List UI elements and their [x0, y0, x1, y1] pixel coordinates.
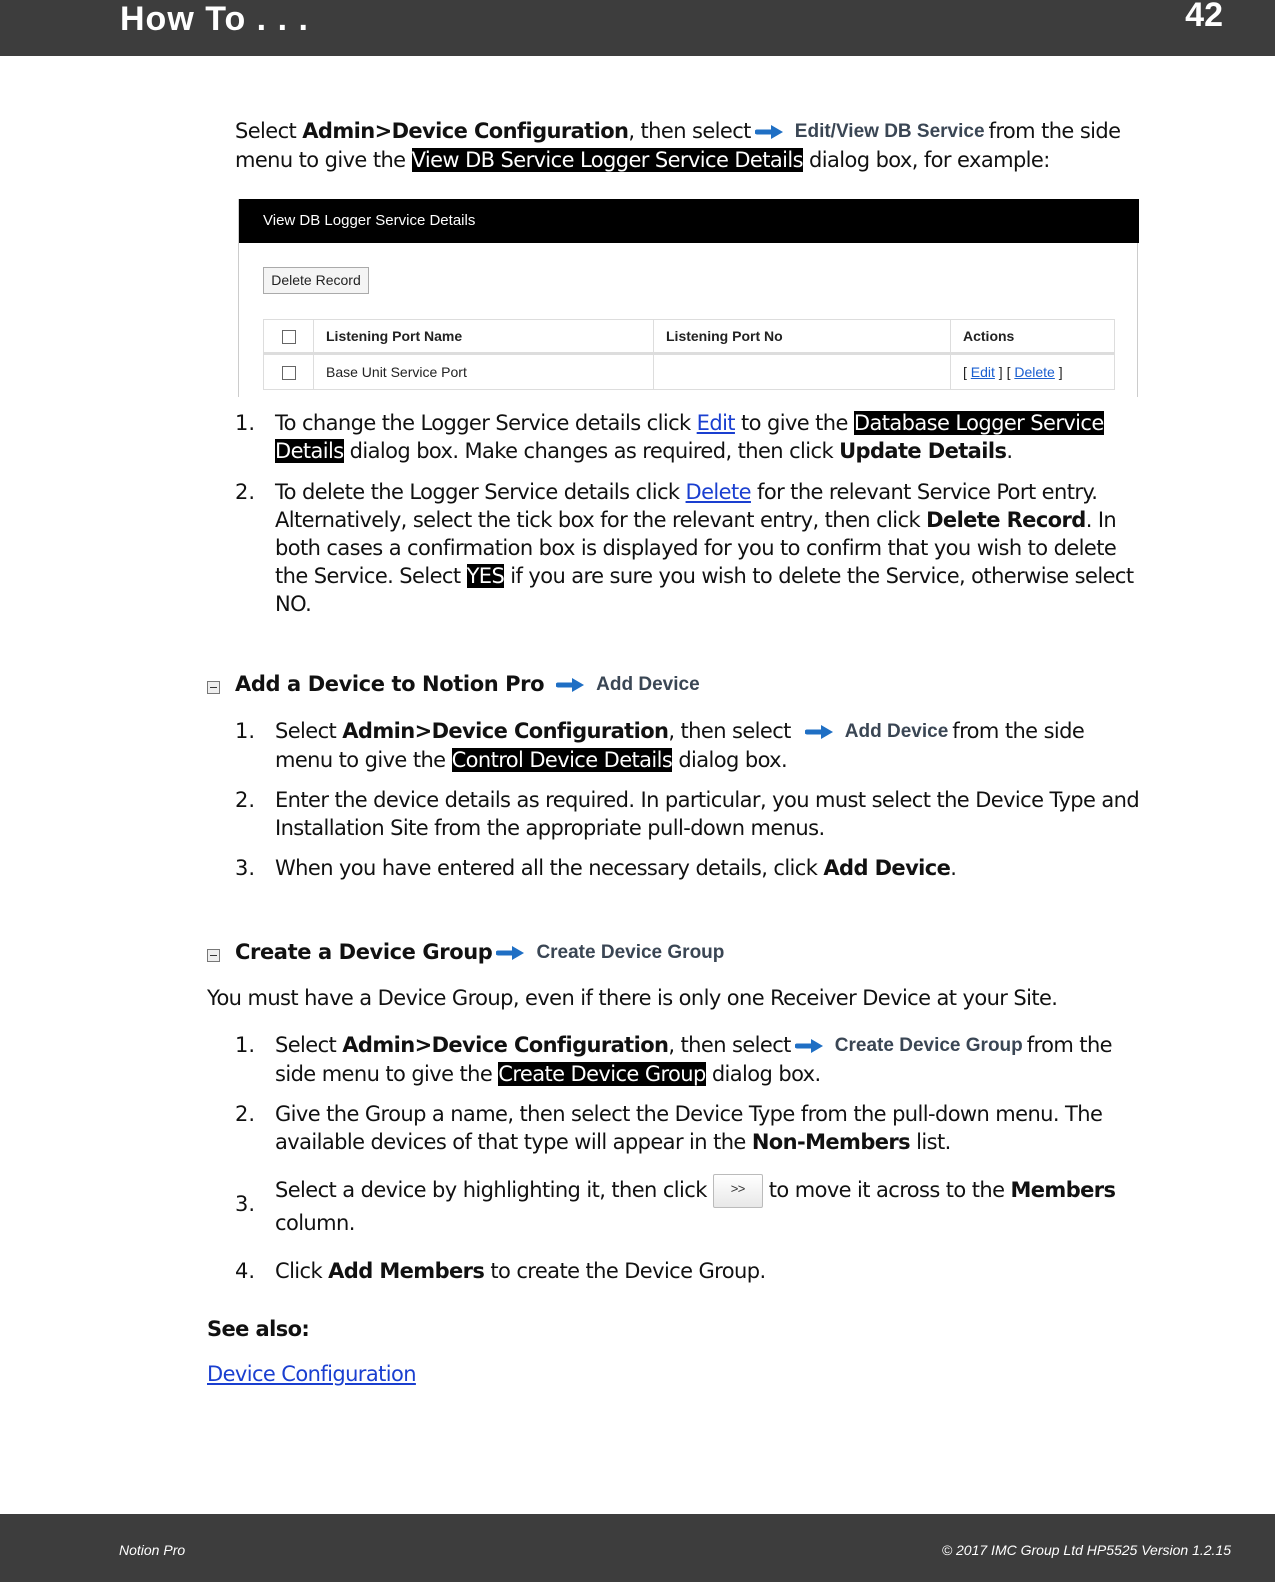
arrow-right-icon [755, 123, 785, 141]
menu-item-label: Create Device Group [536, 942, 725, 963]
see-also-link-row [207, 1360, 416, 1388]
step-number: 2. [235, 788, 256, 812]
port-no-cell [654, 354, 951, 390]
add-device-step-3 [275, 854, 1145, 882]
create-group-step-1 [275, 1031, 1145, 1088]
step-text: to give the [734, 411, 854, 435]
footer-copyright: © 2017 IMC Group Ltd HP5525 Version 1.2.15 [941, 1542, 1231, 1558]
step-text: To delete the Logger Service details click [275, 480, 686, 504]
delete-link[interactable]: Delete [1014, 364, 1055, 380]
step-number: 1. [235, 411, 256, 435]
bracket: ] [1054, 364, 1063, 380]
step-text: . In both cases a confirmation box is displayed for you to confirm that you wish to delete the Service. Select [275, 508, 1117, 588]
step-text: , then select [668, 1033, 791, 1057]
step-text: Select a device by highlighting it, then click [275, 1178, 707, 1202]
dialog-name: View DB Service Logger Service Details [411, 148, 803, 172]
bracket: ] [ [994, 364, 1015, 380]
intro-text-3: from the side menu to give the [235, 119, 1121, 172]
step-text: to create the Device Group. [484, 1259, 766, 1283]
bold-term: Add Members [328, 1259, 485, 1283]
table-header-row [264, 320, 1115, 354]
menu-item-label: Edit/View DB Service [794, 121, 985, 142]
page-header [0, 0, 1275, 56]
column-header: Listening Port No [654, 320, 951, 354]
step-text: , then select [668, 719, 791, 743]
create-group-intro: You must have a Device Group, even if there is only one Receiver Device at your Site. [207, 986, 1058, 1010]
intro-paragraph [235, 117, 1145, 174]
port-name-cell: Base Unit Service Port [314, 354, 654, 390]
bold-term: Non-Members [751, 1130, 911, 1154]
step-text: Click [275, 1259, 329, 1283]
bold-term: Delete Record [926, 508, 1086, 532]
dialog-name: Control Device Details [451, 748, 673, 772]
edit-link[interactable]: Edit [696, 411, 735, 435]
step-text: for the relevant Service Port entry. Alternatively, select the tick box for the relevant entry, then click [275, 480, 1098, 532]
arrow-right-icon [805, 723, 835, 741]
footer-product: Notion Pro [119, 1542, 186, 1558]
column-header: Listening Port Name [314, 320, 654, 354]
menu-path: Admin>Device Configuration [342, 719, 669, 743]
menu-item-label: Add Device [844, 721, 949, 742]
edit-view-db-service-menu-ref [755, 118, 985, 146]
device-configuration-link[interactable]: Device Configuration [207, 1362, 416, 1386]
step-number: 3. [235, 1192, 256, 1216]
add-device-menu-ref [805, 718, 948, 746]
collapse-icon[interactable] [207, 681, 220, 694]
intro-text-2: , then select [628, 119, 751, 143]
header-title: How To . . . [120, 0, 309, 38]
add-device-step-1 [275, 717, 1145, 774]
actions-cell [951, 354, 1115, 390]
arrow-right-icon [556, 676, 586, 694]
create-group-menu-ref [795, 1032, 1023, 1060]
arrow-right-icon [795, 1037, 825, 1055]
step-text: To change the Logger Service details click [275, 411, 697, 435]
add-device-menu-ref [556, 671, 699, 699]
delete-link[interactable]: Delete [685, 480, 751, 504]
create-group-step-3 [275, 1174, 1145, 1238]
arrow-right-icon [496, 944, 526, 962]
step-number: 2. [235, 1102, 256, 1126]
dialog-title-bar: View DB Logger Service Details [239, 199, 1139, 243]
dialog-name: Create Device Group [498, 1062, 706, 1086]
step-text: from the side menu to give the [275, 719, 1085, 772]
step-number: 2. [235, 480, 256, 504]
step-number: 3. [235, 856, 256, 880]
see-also-label: See also: [207, 1317, 310, 1341]
step-text: Select [275, 1033, 343, 1057]
move-to-members-button[interactable]: >> [713, 1174, 763, 1208]
add-device-heading [235, 670, 935, 699]
logger-service-table [263, 319, 1115, 390]
step-text: to move it across to the [768, 1178, 1011, 1202]
bold-term: Add Device [823, 856, 951, 880]
edit-link[interactable]: Edit [970, 364, 995, 380]
page-number: 42 [1185, 0, 1223, 34]
intro-text-1: Select [235, 119, 303, 143]
step-text: from the side menu to give the [275, 1033, 1112, 1086]
row-checkbox[interactable] [282, 366, 296, 380]
column-header: Actions [951, 320, 1115, 354]
step-number: 4. [235, 1259, 256, 1283]
menu-path: Admin>Device Configuration [342, 1033, 669, 1057]
delete-record-button[interactable]: Delete Record [263, 267, 369, 294]
menu-item-label: Create Device Group [834, 1035, 1023, 1056]
step-db-1 [275, 409, 1145, 465]
yes-highlight: YES [466, 564, 505, 588]
dialog-name: Database Logger Service Details [275, 411, 1104, 463]
bracket: [ [963, 364, 971, 380]
step-text: if you are sure you wish to delete the Service, otherwise select NO. [275, 564, 1134, 616]
bold-term: Members [1010, 1178, 1116, 1202]
create-group-step-2 [275, 1100, 1145, 1156]
section-title: Create a Device Group [235, 940, 493, 964]
step-text: When you have entered all the necessary details, click [275, 856, 824, 880]
step-text: dialog box. [672, 748, 788, 772]
menu-path: Admin>Device Configuration [302, 119, 629, 143]
bold-term: Update Details [839, 439, 1007, 463]
step-text: Give the Group a name, then select the Device Type from the pull-down menu. The available devices of that type will appear in the [275, 1102, 1103, 1154]
step-text: Select [275, 719, 343, 743]
step-text: column. [275, 1211, 355, 1235]
dialog-screenshot [238, 199, 1138, 397]
create-group-step-4 [275, 1257, 1145, 1285]
intro-text-4: dialog box, for example: [802, 148, 1050, 172]
step-text: . [950, 856, 957, 880]
section-title: Add a Device to Notion Pro [235, 672, 545, 696]
row-select-cell [264, 354, 314, 390]
step-text: . [1006, 439, 1013, 463]
menu-item-label: Add Device [596, 674, 700, 695]
collapse-icon[interactable] [207, 949, 220, 962]
page-footer [0, 1514, 1275, 1582]
step-text: list. [910, 1130, 951, 1154]
select-all-cell [264, 320, 314, 354]
step-number: 1. [235, 1033, 256, 1057]
create-group-heading [235, 938, 935, 967]
select-all-checkbox[interactable] [282, 330, 296, 344]
add-device-step-2: Enter the device details as required. In particular, you must select the Device Type and Installation Site from the appropriate pull-down menus. [275, 788, 1140, 840]
step-number: 1. [235, 719, 256, 743]
create-group-menu-ref [496, 939, 724, 967]
table-row [264, 354, 1115, 390]
step-text: dialog box. [705, 1062, 821, 1086]
step-db-2 [275, 478, 1145, 618]
step-text: dialog box. Make changes as required, then click [343, 439, 840, 463]
